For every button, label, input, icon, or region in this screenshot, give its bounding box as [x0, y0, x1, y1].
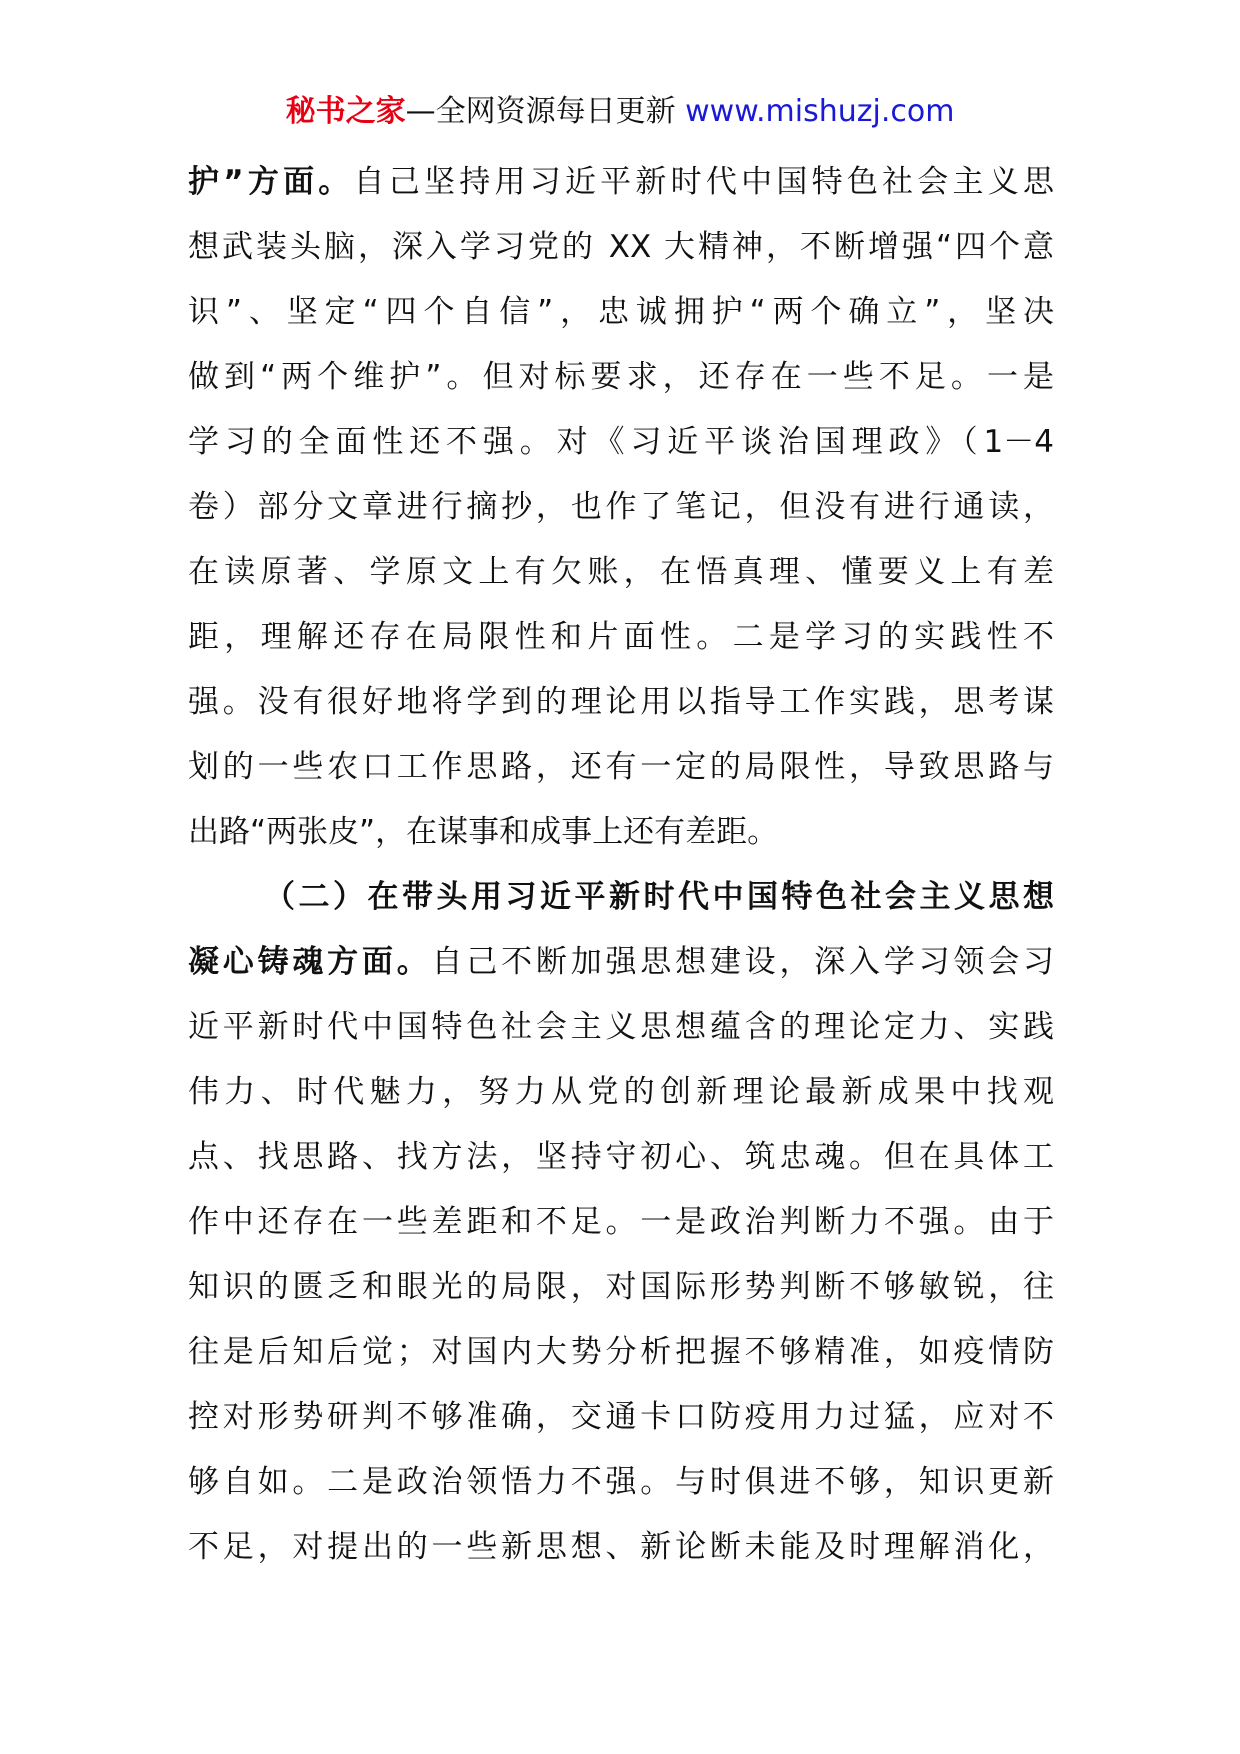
text-line: 学习的全面性还不强。对《习近平谈治国理政》（1－4 — [188, 424, 1054, 460]
text-line: 想武装头脑，深入学习党的 XX 大精神，不断增强“四个意 — [188, 229, 1054, 265]
text-line: 识”、坚定“四个自信”，忠诚拥护“两个确立”，坚决 — [188, 294, 1054, 330]
text-line: 强。没有很好地将学到的理论用以指导工作实践，思考谋 — [188, 684, 1054, 720]
text-line: 够自如。二是政治领悟力不强。与时俱进不够，知识更新 — [188, 1464, 1054, 1500]
site-url-link[interactable]: www.mishuzj.com — [685, 94, 955, 129]
text-line: 控对形势研判不够准确，交通卡口防疫用力过猛，应对不 — [188, 1399, 1054, 1435]
section-heading-cont: 凝心铸魂方面。 — [188, 944, 432, 980]
text-line: 凝心铸魂方面。自己不断加强思想建设，深入学习领会习 — [188, 944, 1055, 980]
site-name: 秘书之家 — [285, 94, 406, 129]
text-line: 在读原著、学原文上有欠账，在悟真理、懂要义上有差 — [188, 554, 1054, 590]
paragraph-1 — [188, 150, 1054, 865]
text-line: 护”方面。自己坚持用习近平新时代中国特色社会主义思 — [188, 164, 1054, 200]
text-line: 做到“两个维护”。但对标要求，还存在一些不足。一是 — [188, 359, 1054, 395]
text-line: 划的一些农口工作思路，还有一定的局限性，导致思路与 — [188, 749, 1054, 785]
text-line: 知识的匮乏和眼光的局限，对国际形势判断不够敏锐，往 — [188, 1269, 1054, 1305]
text-line: 伟力、时代魅力，努力从党的创新理论最新成果中找观 — [188, 1074, 1054, 1110]
text-line: 作中还存在一些差距和不足。一是政治判断力不强。由于 — [188, 1204, 1054, 1240]
text-line — [188, 865, 1054, 930]
paragraph-2 — [188, 865, 1054, 1580]
section-heading: （二）在带头用习近平新时代中国特色社会主义思想 — [264, 879, 1054, 915]
document-body — [188, 150, 1054, 1580]
text-line: 往是后知后觉；对国内大势分析把握不够精准，如疫情防 — [188, 1334, 1054, 1370]
text-line: 距，理解还存在局限性和片面性。二是学习的实践性不 — [188, 619, 1054, 655]
text-line: 点、找思路、找方法，坚持守初心、筑忠魂。但在具体工 — [188, 1139, 1054, 1175]
text-line: 出路“两张皮”，在谋事和成事上还有差距。 — [188, 814, 779, 850]
site-slogan: —全网资源每日更新 — [405, 94, 686, 129]
text-line: 卷）部分文章进行摘抄，也作了笔记，但没有进行通读， — [188, 489, 1054, 525]
site-header — [0, 92, 1240, 132]
text-line: 不足，对提出的一些新思想、新论断未能及时理解消化， — [188, 1529, 1054, 1565]
bold-heading: 护”方面。 — [188, 164, 354, 200]
text-line: 近平新时代中国特色社会主义思想蕴含的理论定力、实践 — [188, 1009, 1054, 1045]
